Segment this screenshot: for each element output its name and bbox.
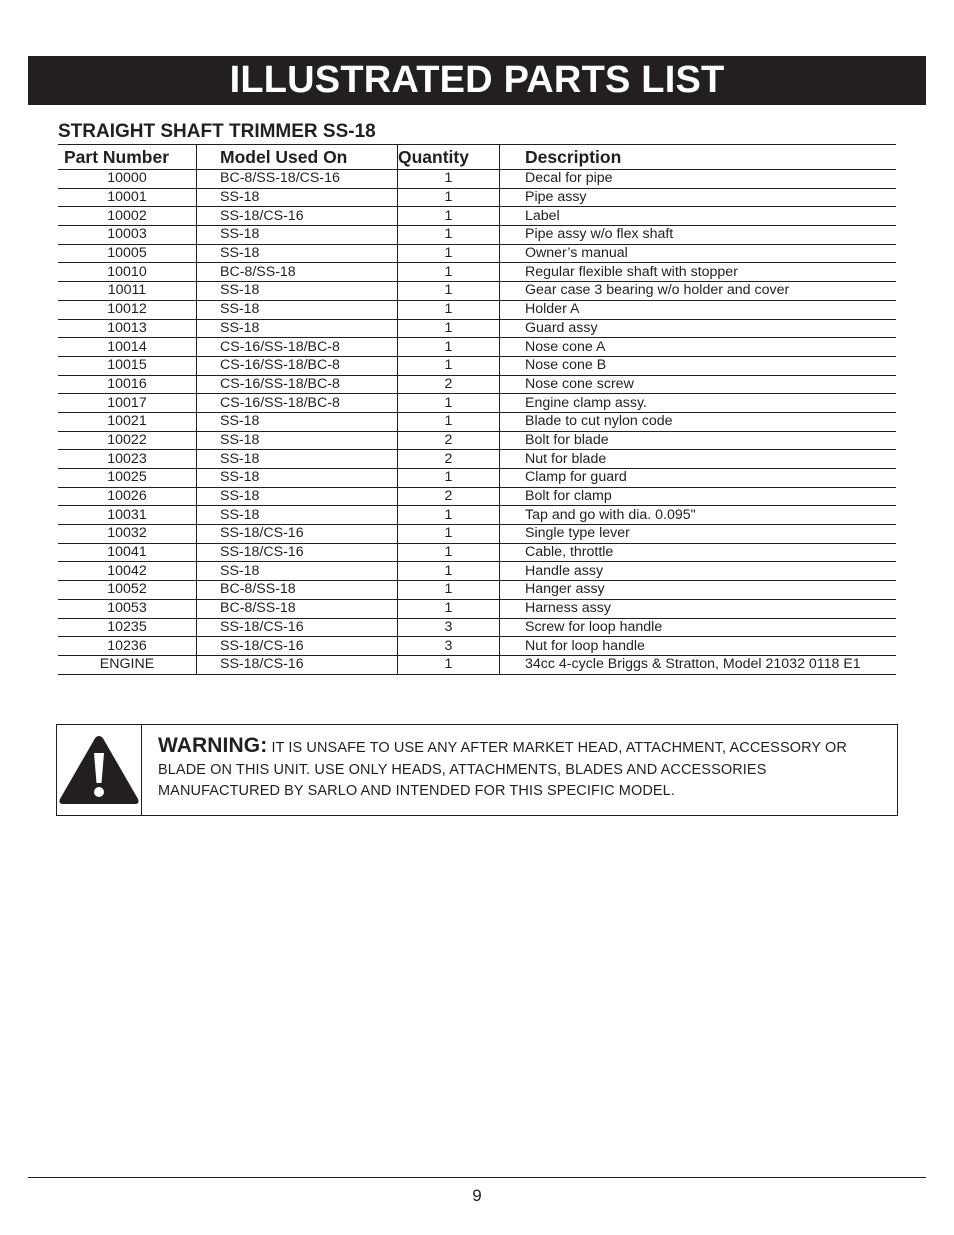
cell-part-number: 10041 xyxy=(58,543,197,562)
cell-part-number: 10053 xyxy=(58,599,197,618)
header-description: Description xyxy=(500,145,897,170)
cell-part-number: 10032 xyxy=(58,525,197,544)
cell-part-number: 10003 xyxy=(58,226,197,245)
cell-description: Guard assy xyxy=(500,319,897,338)
cell-part-number: 10001 xyxy=(58,188,197,207)
cell-model-used-on: SS-18 xyxy=(197,300,398,319)
cell-description: Clamp for guard xyxy=(500,469,897,488)
table-row xyxy=(58,412,896,431)
cell-quantity: 1 xyxy=(398,282,500,301)
cell-description: Nut for loop handle xyxy=(500,637,897,656)
cell-description: Nose cone A xyxy=(500,338,897,357)
table-row xyxy=(58,487,896,506)
cell-part-number: 10023 xyxy=(58,450,197,469)
cell-part-number: 10005 xyxy=(58,244,197,263)
cell-model-used-on: BC-8/SS-18 xyxy=(197,599,398,618)
cell-part-number: 10021 xyxy=(58,412,197,431)
cell-part-number: 10014 xyxy=(58,338,197,357)
table-row xyxy=(58,581,896,600)
cell-part-number: 10011 xyxy=(58,282,197,301)
warning-text: IT IS UNSAFE TO USE ANY AFTER MARKET HEAD, ATTACHMENT, ACCESSORY OR BLADE ON THIS UNIT. USE ONLY HEADS, ATTACHMENTS, BLADES AND ACCESSORIES MANUFACTURED BY SARLO AND INTENDED FOR THIS SPECIFIC MODEL. xyxy=(158,740,847,799)
table-row xyxy=(58,469,896,488)
cell-part-number: 10012 xyxy=(58,300,197,319)
cell-model-used-on: SS-18 xyxy=(197,562,398,581)
cell-quantity: 1 xyxy=(398,226,500,245)
cell-quantity: 1 xyxy=(398,170,500,189)
table-row xyxy=(58,188,896,207)
cell-model-used-on: SS-18/CS-16 xyxy=(197,637,398,656)
cell-model-used-on: SS-18/CS-16 xyxy=(197,525,398,544)
cell-description: Regular flexible shaft with stopper xyxy=(500,263,897,282)
cell-quantity: 1 xyxy=(398,655,500,674)
table-row xyxy=(58,244,896,263)
cell-model-used-on: SS-18 xyxy=(197,487,398,506)
cell-quantity: 2 xyxy=(398,487,500,506)
cell-part-number: 10002 xyxy=(58,207,197,226)
cell-model-used-on: SS-18 xyxy=(197,319,398,338)
cell-description: Pipe assy xyxy=(500,188,897,207)
cell-model-used-on: SS-18/CS-16 xyxy=(197,618,398,637)
cell-quantity: 1 xyxy=(398,394,500,413)
table-row xyxy=(58,170,896,189)
page-banner xyxy=(28,56,926,105)
cell-description: Screw for loop handle xyxy=(500,618,897,637)
table-row xyxy=(58,506,896,525)
table-row xyxy=(58,338,896,357)
table-row xyxy=(58,525,896,544)
table-row xyxy=(58,450,896,469)
cell-model-used-on: BC-8/SS-18/CS-16 xyxy=(197,170,398,189)
cell-description: Nose cone screw xyxy=(500,375,897,394)
page-number: 9 xyxy=(472,1186,482,1205)
table-row xyxy=(58,618,896,637)
cell-model-used-on: CS-16/SS-18/BC-8 xyxy=(197,356,398,375)
header-quantity: Quantity xyxy=(398,145,500,170)
cell-part-number: 10235 xyxy=(58,618,197,637)
cell-quantity: 3 xyxy=(398,637,500,656)
cell-description: Hanger assy xyxy=(500,581,897,600)
table-row xyxy=(58,300,896,319)
table-row xyxy=(58,543,896,562)
cell-model-used-on: SS-18 xyxy=(197,282,398,301)
table-row xyxy=(58,226,896,245)
cell-description: Engine clamp assy. xyxy=(500,394,897,413)
cell-part-number: 10013 xyxy=(58,319,197,338)
cell-description: Bolt for clamp xyxy=(500,487,897,506)
cell-model-used-on: BC-8/SS-18 xyxy=(197,581,398,600)
cell-quantity: 1 xyxy=(398,599,500,618)
cell-quantity: 2 xyxy=(398,431,500,450)
cell-quantity: 2 xyxy=(398,450,500,469)
cell-quantity: 1 xyxy=(398,188,500,207)
table-row xyxy=(58,263,896,282)
cell-model-used-on: SS-18 xyxy=(197,244,398,263)
cell-model-used-on: SS-18 xyxy=(197,226,398,245)
cell-model-used-on: CS-16/SS-18/BC-8 xyxy=(197,375,398,394)
cell-model-used-on: SS-18 xyxy=(197,188,398,207)
cell-quantity: 2 xyxy=(398,375,500,394)
cell-quantity: 1 xyxy=(398,543,500,562)
warning-label: WARNING: xyxy=(158,734,268,757)
section-title: STRAIGHT SHAFT TRIMMER SS-18 xyxy=(58,121,376,142)
cell-description: 34cc 4-cycle Briggs & Stratton, Model 21032 0118 E1 xyxy=(500,655,897,674)
header-model-used-on: Model Used On xyxy=(197,145,398,170)
cell-part-number: 10026 xyxy=(58,487,197,506)
cell-model-used-on: SS-18/CS-16 xyxy=(197,655,398,674)
cell-description: Bolt for blade xyxy=(500,431,897,450)
cell-part-number: 10000 xyxy=(58,170,197,189)
cell-part-number: 10025 xyxy=(58,469,197,488)
cell-quantity: 1 xyxy=(398,506,500,525)
cell-part-number: 10017 xyxy=(58,394,197,413)
warning-icon-cell xyxy=(57,725,142,815)
parts-table-body xyxy=(58,170,896,675)
cell-part-number: 10031 xyxy=(58,506,197,525)
cell-part-number: 10015 xyxy=(58,356,197,375)
cell-quantity: 1 xyxy=(398,319,500,338)
table-row xyxy=(58,319,896,338)
cell-model-used-on: SS-18/CS-16 xyxy=(197,207,398,226)
table-header-row xyxy=(58,145,896,170)
cell-quantity: 1 xyxy=(398,300,500,319)
table-row xyxy=(58,207,896,226)
cell-description: Tap and go with dia. 0.095" xyxy=(500,506,897,525)
cell-description: Harness assy xyxy=(500,599,897,618)
cell-description: Handle assy xyxy=(500,562,897,581)
cell-quantity: 1 xyxy=(398,338,500,357)
cell-description: Label xyxy=(500,207,897,226)
cell-quantity: 1 xyxy=(398,207,500,226)
cell-quantity: 1 xyxy=(398,562,500,581)
cell-quantity: 1 xyxy=(398,581,500,600)
cell-part-number: 10016 xyxy=(58,375,197,394)
cell-part-number: ENGINE xyxy=(58,655,197,674)
cell-part-number: 10010 xyxy=(58,263,197,282)
cell-description: Nut for blade xyxy=(500,450,897,469)
cell-model-used-on: SS-18 xyxy=(197,431,398,450)
cell-model-used-on: SS-18 xyxy=(197,506,398,525)
cell-description: Single type lever xyxy=(500,525,897,544)
cell-part-number: 10042 xyxy=(58,562,197,581)
warning-box xyxy=(56,724,898,816)
cell-model-used-on: CS-16/SS-18/BC-8 xyxy=(197,394,398,413)
table-row xyxy=(58,356,896,375)
cell-part-number: 10022 xyxy=(58,431,197,450)
warning-triangle-icon xyxy=(57,733,141,807)
cell-description: Blade to cut nylon code xyxy=(500,412,897,431)
table-row xyxy=(58,375,896,394)
cell-description: Pipe assy w/o flex shaft xyxy=(500,226,897,245)
cell-quantity: 1 xyxy=(398,469,500,488)
cell-model-used-on: SS-18 xyxy=(197,412,398,431)
table-row xyxy=(58,394,896,413)
footer-divider xyxy=(28,1177,926,1178)
cell-quantity: 1 xyxy=(398,412,500,431)
cell-quantity: 1 xyxy=(398,244,500,263)
cell-description: Decal for pipe xyxy=(500,170,897,189)
table-row xyxy=(58,655,896,674)
cell-quantity: 1 xyxy=(398,263,500,282)
cell-description: Gear case 3 bearing w/o holder and cover xyxy=(500,282,897,301)
cell-description: Holder A xyxy=(500,300,897,319)
cell-description: Cable, throttle xyxy=(500,543,897,562)
cell-model-used-on: SS-18/CS-16 xyxy=(197,543,398,562)
cell-part-number: 10052 xyxy=(58,581,197,600)
table-row xyxy=(58,282,896,301)
cell-model-used-on: SS-18 xyxy=(197,469,398,488)
cell-quantity: 1 xyxy=(398,525,500,544)
cell-description: Nose cone B xyxy=(500,356,897,375)
header-part-number: Part Number xyxy=(58,145,197,170)
cell-model-used-on: CS-16/SS-18/BC-8 xyxy=(197,338,398,357)
page-title: ILLUSTRATED PARTS LIST xyxy=(229,59,725,101)
warning-message xyxy=(142,725,897,815)
table-row xyxy=(58,637,896,656)
table-row xyxy=(58,431,896,450)
cell-quantity: 1 xyxy=(398,356,500,375)
cell-model-used-on: BC-8/SS-18 xyxy=(197,263,398,282)
cell-quantity: 3 xyxy=(398,618,500,637)
parts-table xyxy=(58,144,896,675)
cell-description: Owner’s manual xyxy=(500,244,897,263)
table-row xyxy=(58,562,896,581)
table-row xyxy=(58,599,896,618)
cell-model-used-on: SS-18 xyxy=(197,450,398,469)
cell-part-number: 10236 xyxy=(58,637,197,656)
